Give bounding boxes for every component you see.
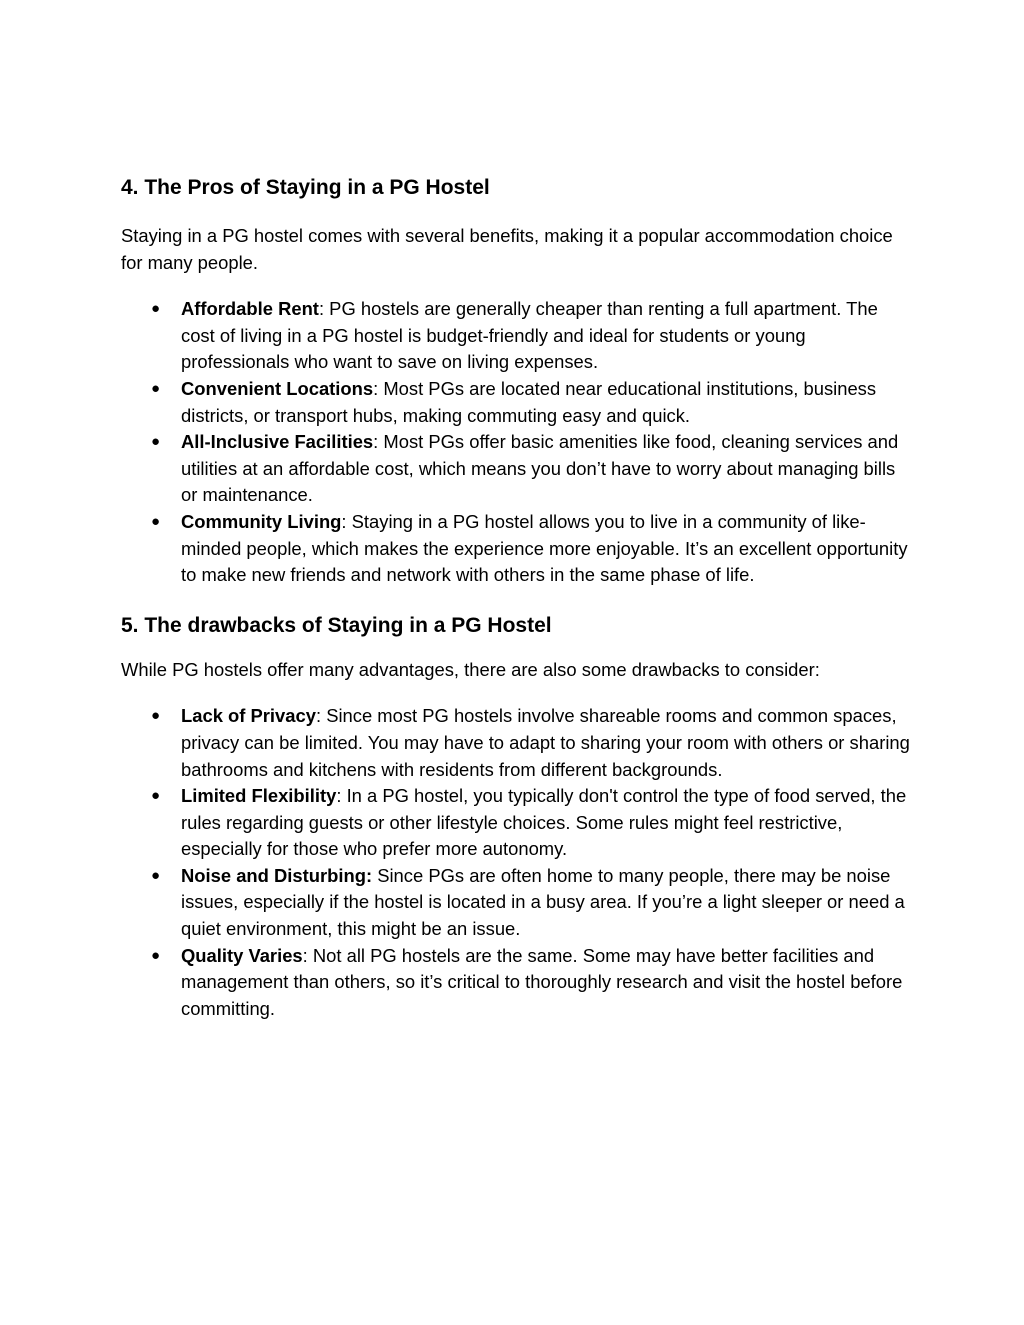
- section-heading-drawbacks: 5. The drawbacks of Staying in a PG Hostel: [121, 613, 552, 637]
- bullet-icon: ●: [151, 707, 161, 725]
- item-separator: :: [341, 510, 352, 532]
- item-separator: :: [336, 785, 347, 807]
- list-item: [121, 943, 911, 1023]
- bullet-icon: ●: [151, 946, 161, 964]
- document-page: [121, 172, 911, 1022]
- item-title: All-Inclusive Facilities: [181, 431, 374, 453]
- item-separator: :: [315, 705, 327, 727]
- item-text: Since most PG hostels involve shareable rooms and common spaces, privacy can be limited. You may have to adapt to sharing your room with others or sharing bathrooms and kitchens with residents from different backgrounds.: [181, 705, 910, 780]
- list-item: [121, 703, 911, 783]
- list-item: [121, 783, 911, 863]
- item-title: Quality Varies: [181, 944, 303, 966]
- item-separator: :: [373, 377, 384, 399]
- item-title: Affordable Rent: [181, 298, 319, 320]
- list-item: [121, 296, 911, 376]
- item-title: Limited Flexibility: [181, 785, 337, 807]
- item-separator: :: [318, 298, 330, 320]
- section-intro-pros: Staying in a PG hostel comes with several benefits, making it a popular accommodation choice for many people.: [121, 225, 893, 273]
- item-title: Community Living: [181, 510, 342, 532]
- item-text: Since PGs are often home to many people, there may be noise issues, especially if the hostel is located in a busy area. If you’re a light sleeper or need a quiet environment, this might be an issue.: [181, 864, 905, 940]
- item-text: Not all PG hostels are the same. Some may have better facilities and management than others, so it’s critical to thoroughly research and visit the hostel before committing.: [181, 944, 903, 1019]
- item-text: In a PG hostel, you typically don't control the type of food served, the rules regarding guests or other lifestyle choices. Some rules might feel restrictive, especially for those who prefer more autonomy.: [181, 785, 907, 860]
- list-item: [121, 376, 911, 429]
- item-title: Lack of Privacy: [181, 705, 316, 727]
- item-title: Convenient Locations: [181, 377, 374, 399]
- bullet-icon: ●: [151, 512, 161, 530]
- drawbacks-list: [121, 703, 911, 1022]
- list-item: [121, 509, 911, 589]
- bullet-icon: ●: [151, 379, 161, 397]
- bullet-icon: ●: [151, 866, 161, 884]
- item-text: Most PGs are located near educational institutions, business districts, or transport hubs, making commuting easy and quick.: [181, 377, 877, 426]
- section-intro-drawbacks: While PG hostels offer many advantages, there are also some drawbacks to consider:: [121, 658, 820, 680]
- list-item: [121, 863, 911, 943]
- item-text: PG hostels are generally cheaper than renting a full apartment. The cost of living in a PG hostel is budget-friendly and ideal for students or young professionals who want to save on living expenses.: [181, 298, 878, 373]
- bullet-icon: ●: [151, 300, 161, 318]
- list-item: [121, 429, 911, 509]
- section-heading-pros: 4. The Pros of Staying in a PG Hostel: [121, 176, 490, 199]
- item-title: Noise and Disturbing:: [181, 864, 373, 886]
- bullet-icon: ●: [151, 787, 161, 805]
- item-separator: :: [302, 944, 313, 966]
- item-text: Staying in a PG hostel allows you to live in a community of like-minded people, which makes the experience more enjoyable. It’s an excellent opportunity to make new friends and network with others in the same phase of life.: [181, 510, 908, 586]
- item-separator: :: [373, 431, 384, 453]
- item-text: Most PGs offer basic amenities like food, cleaning services and utilities at an affordable cost, which means you don’t have to worry about managing bills or maintenance.: [181, 431, 899, 506]
- bullet-icon: ●: [151, 433, 161, 451]
- pros-list: [121, 296, 911, 589]
